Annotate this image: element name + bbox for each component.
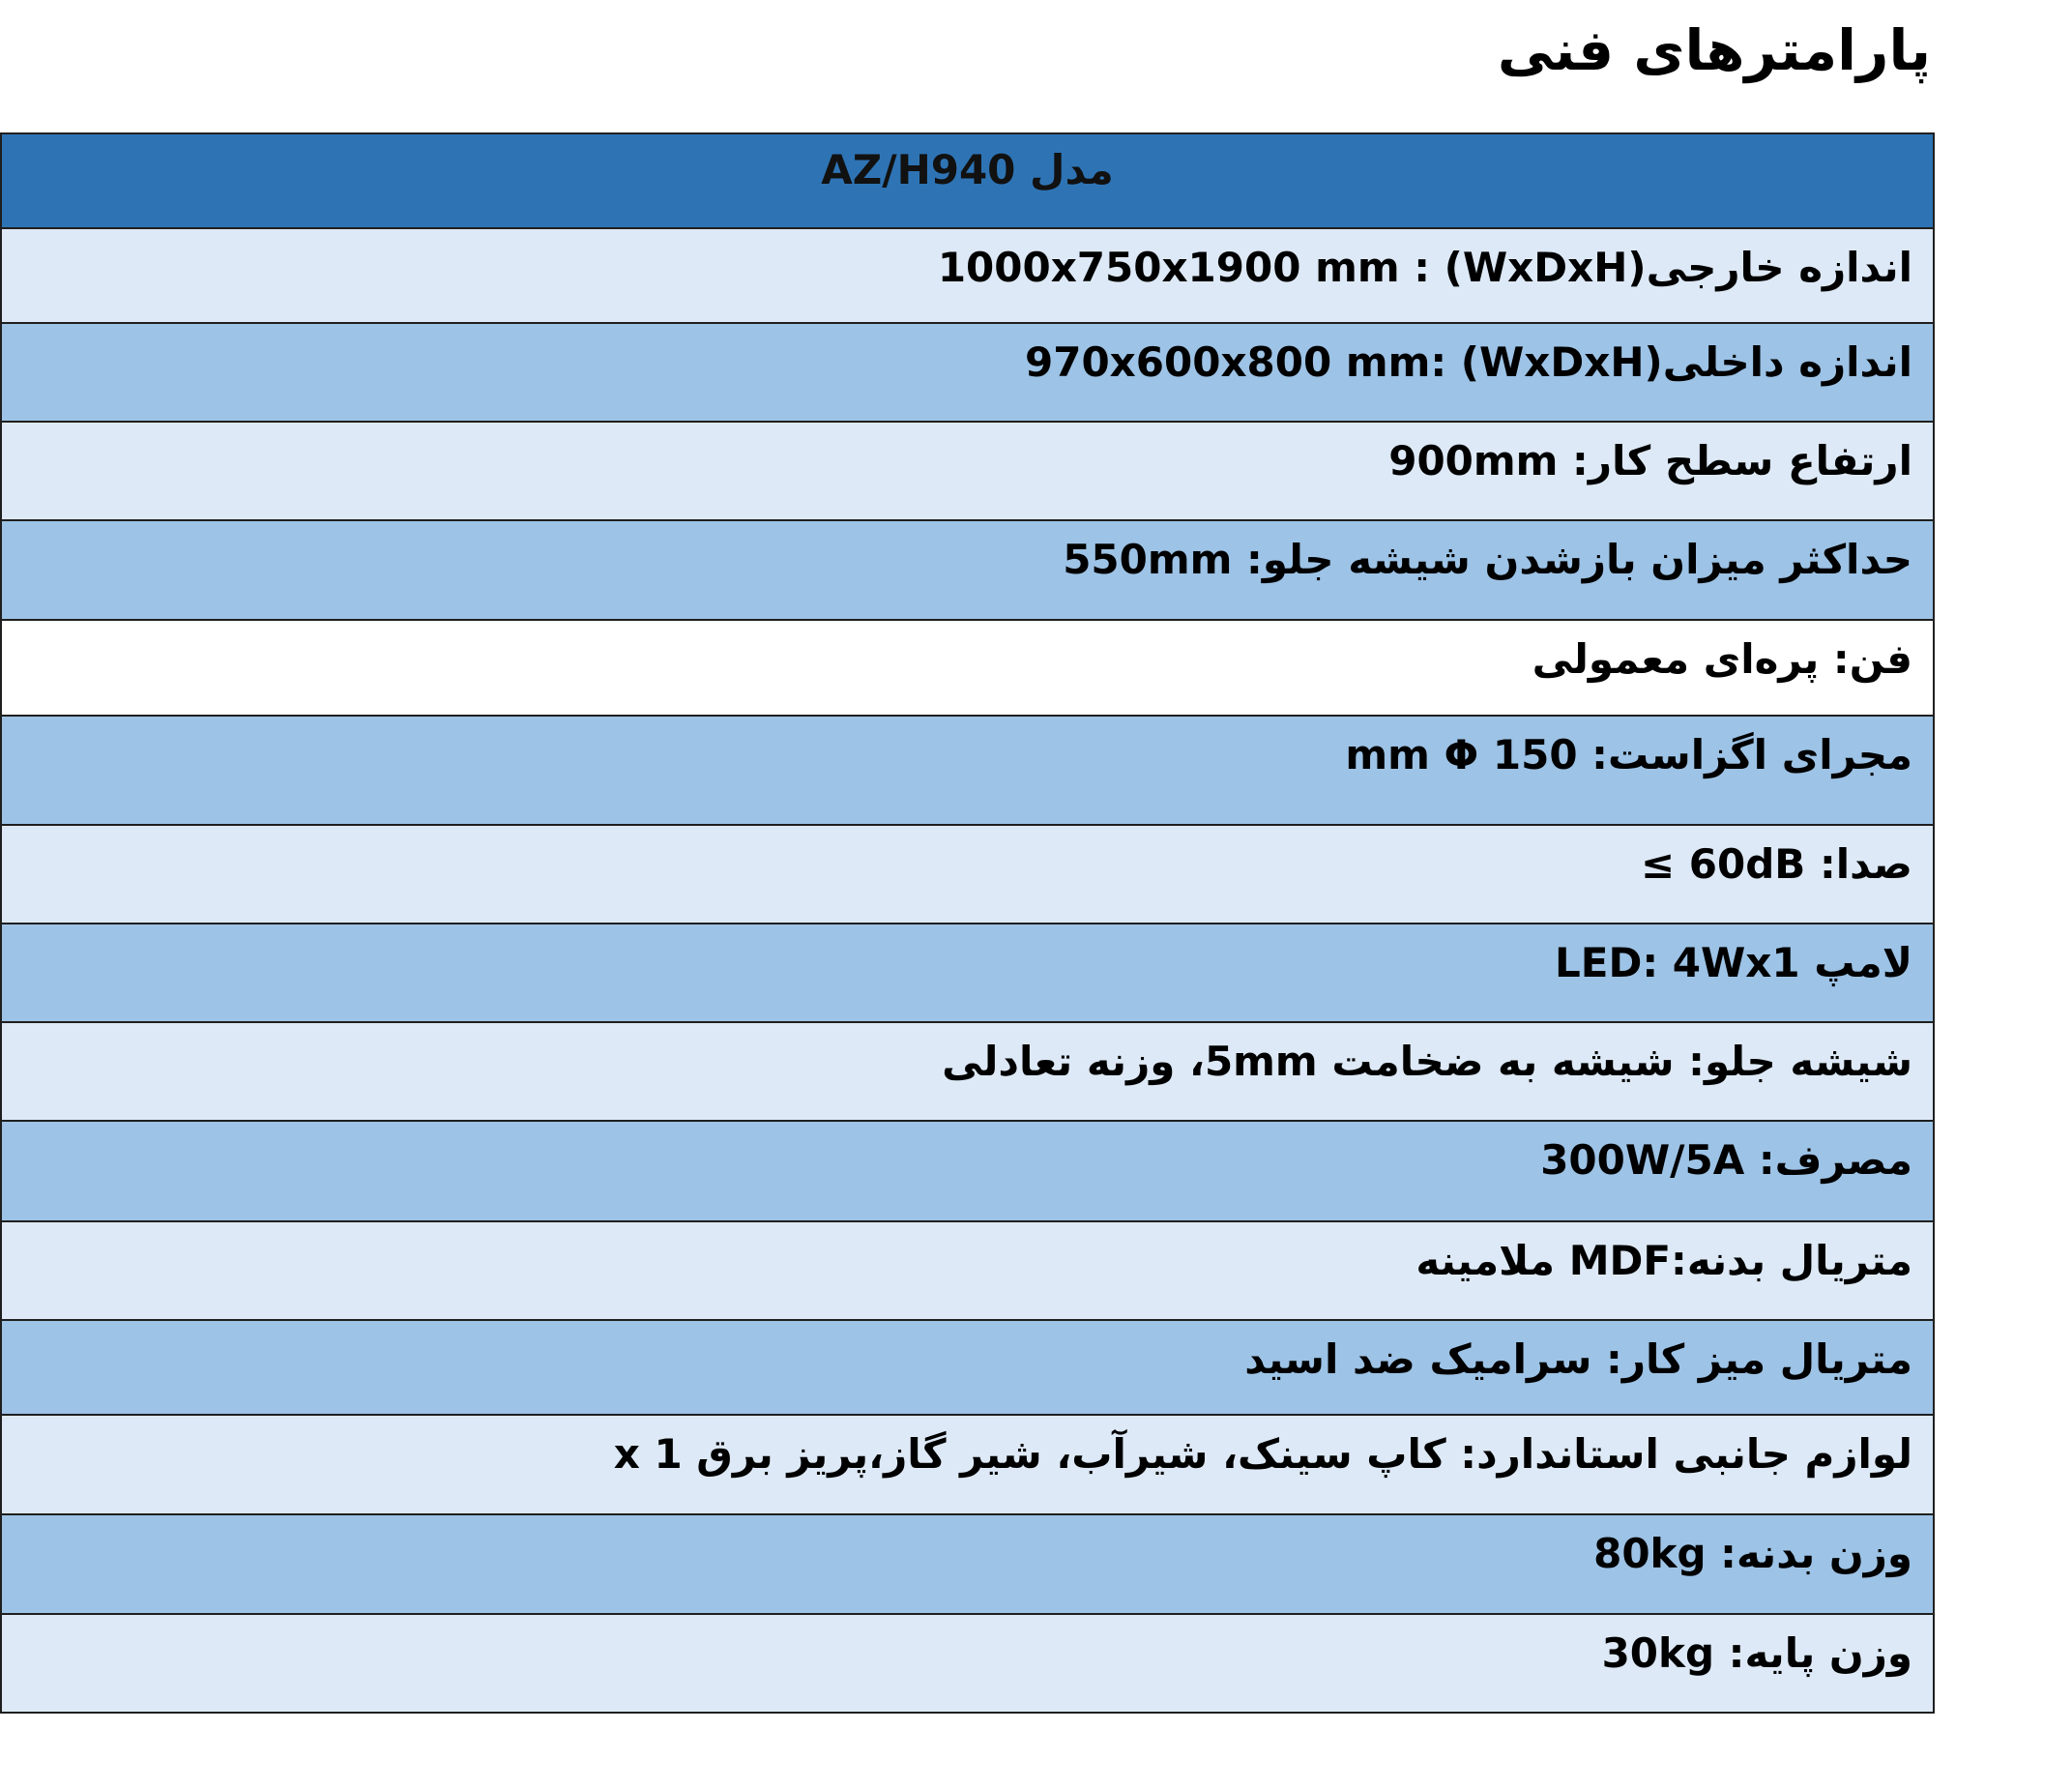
table-row: لوازم جانبی استاندارد: کاپ سینک، شیرآب، شیر گاز،پریز برق x 1 xyxy=(2,1416,1933,1515)
table-header-model: مدل AZ/H940 xyxy=(2,134,1933,229)
table-row: اندازه داخلی(WxDxH) :970x600x800 mm xyxy=(2,324,1933,423)
table-row: متریال بدنه:MDF ملامینه xyxy=(2,1222,1933,1321)
table-row: ارتفاع سطح کار: 900mm xyxy=(2,423,1933,521)
table-row: اندازه خارجی(WxDxH) : 1000x750x1900 mm xyxy=(2,229,1933,324)
table-row: فن: پره‌ای معمولی xyxy=(2,621,1933,717)
table-row: حداکثر میزان بازشدن شیشه جلو: 550mm xyxy=(2,521,1933,621)
table-row: شیشه جلو: شیشه به ضخامت 5mm، وزنه تعادلی xyxy=(2,1023,1933,1122)
table-row: متریال میز کار: سرامیک ضد اسید xyxy=(2,1321,1933,1416)
page-title: پارامترهای فنی xyxy=(1497,17,1931,83)
table-row: وزن بدنه: 80kg xyxy=(2,1515,1933,1615)
table-row: مجرای اگزاست: 150 mm Φ xyxy=(2,717,1933,826)
table-row: مصرف: 300W/5A xyxy=(2,1122,1933,1222)
table-row: صدا: 60dB ≥ xyxy=(2,826,1933,924)
spec-table xyxy=(0,132,1935,1714)
table-row: لامپ LED: 4Wx1 xyxy=(2,924,1933,1023)
table-row: وزن پایه: 30kg xyxy=(2,1615,1933,1714)
